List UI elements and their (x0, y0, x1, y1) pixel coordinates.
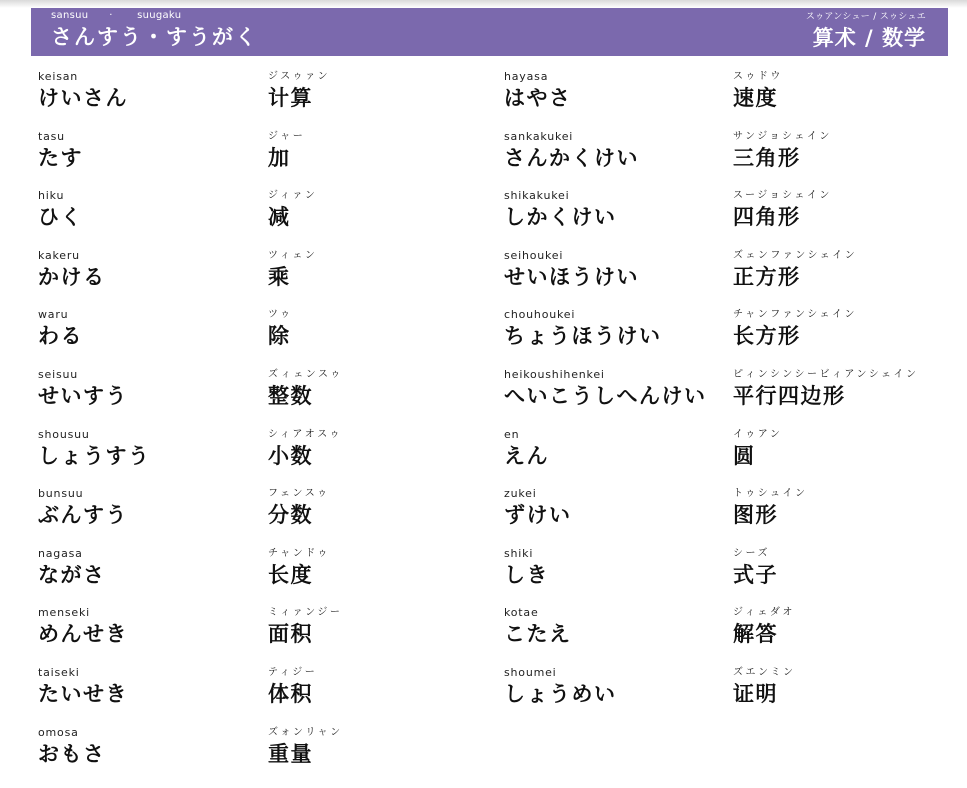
katakana-reading: チャンドゥ (268, 547, 330, 559)
vocab-jp-cell (38, 70, 268, 130)
vocab-jp-cell (504, 428, 733, 488)
romaji-reading: en (504, 427, 520, 441)
japanese-word: こたえ (504, 622, 572, 647)
vocab-jp-cell (38, 308, 268, 368)
vocab-zh-cell (268, 189, 504, 249)
chinese-word: 小数 (268, 443, 313, 468)
vocab-zh-cell (268, 70, 504, 130)
japanese-word: ずけい (504, 503, 572, 528)
katakana-reading: ズォンリャン (268, 726, 343, 738)
romaji-reading: shousuu (38, 427, 90, 441)
vocab-jp-cell (504, 547, 733, 607)
romaji-reading: seisuu (38, 367, 79, 381)
chinese-word: 分数 (268, 503, 313, 528)
romaji-reading: omosa (38, 725, 79, 739)
romaji-reading: seihoukei (504, 248, 564, 262)
vocab-jp-cell (504, 487, 733, 547)
chinese-word: 重量 (268, 741, 313, 766)
romaji-reading: kakeru (38, 248, 80, 262)
romaji-reading: hayasa (504, 70, 549, 83)
katakana-reading: ミィァンジー (268, 607, 343, 619)
chinese-word: 平行四边形 (733, 383, 846, 408)
chinese-word: 整数 (268, 383, 313, 408)
vocab-zh-cell (268, 547, 504, 607)
vocab-jp-cell (504, 189, 733, 249)
vocab-zh-cell (733, 189, 948, 249)
japanese-word: わる (38, 324, 83, 349)
vocab-zh-cell (268, 606, 504, 666)
header-chinese-title: 算术 / 数学 (812, 26, 926, 50)
chinese-word: 长方形 (733, 324, 801, 349)
katakana-reading: サンジョシェイン (733, 130, 832, 142)
vocab-jp-cell (504, 666, 733, 726)
vocab-jp-cell (38, 606, 268, 666)
chinese-word: 计算 (268, 86, 313, 110)
vocab-zh-cell (733, 428, 948, 488)
vocab-zh-cell (733, 368, 948, 428)
chinese-word: 乘 (268, 264, 291, 289)
romaji-reading: shikakukei (504, 189, 570, 203)
japanese-word: たす (38, 145, 83, 170)
chinese-word: 体积 (268, 681, 313, 706)
katakana-reading: ジィェダオ (733, 607, 795, 619)
katakana-reading: スージョシェイン (733, 190, 832, 202)
chinese-word: 证明 (733, 681, 778, 706)
romaji-reading: bunsuu (38, 487, 84, 501)
page-top-edge (0, 0, 967, 8)
vocab-zh-cell (733, 249, 948, 309)
chinese-word: 正方形 (733, 264, 801, 289)
japanese-word: めんせき (38, 622, 128, 647)
japanese-word: しかくけい (504, 205, 617, 230)
japanese-word: けいさん (38, 86, 128, 110)
japanese-word: へいこうしへんけい (504, 383, 707, 408)
japanese-word: しき (504, 562, 549, 587)
vocab-zh-cell (268, 308, 504, 368)
chinese-word: 除 (268, 324, 291, 349)
katakana-reading: ズェンファンシェイン (733, 249, 858, 261)
japanese-word: ながさ (38, 562, 106, 587)
vocab-zh-cell (733, 70, 948, 130)
katakana-reading: ジィァン (268, 190, 318, 202)
romaji-reading: heikoushihenkei (504, 367, 605, 381)
japanese-word: せいほうけい (504, 264, 639, 289)
vocabulary-grid (38, 70, 948, 785)
page-header-banner (31, 8, 948, 56)
vocab-zh-cell (268, 130, 504, 190)
chinese-word: 三角形 (733, 145, 801, 170)
chinese-word: 长度 (268, 562, 313, 587)
japanese-word: ぶんすう (38, 503, 128, 528)
vocab-zh-cell (733, 487, 948, 547)
japanese-word: ひく (38, 205, 83, 230)
katakana-reading: ツィェン (268, 249, 318, 261)
header-katakana-ruby: スゥアンシュー / スゥシュエ (805, 12, 926, 22)
katakana-reading: トゥシュイン (733, 488, 808, 500)
header-romaji-ruby: sansuu · suugaku (51, 10, 182, 21)
chinese-word: 速度 (733, 86, 778, 110)
romaji-reading: zukei (504, 487, 537, 501)
japanese-word: さんかくけい (504, 145, 639, 170)
vocab-jp-cell (38, 368, 268, 428)
vocab-jp-cell (504, 606, 733, 666)
vocab-zh-cell (268, 428, 504, 488)
chinese-word: 面积 (268, 622, 313, 647)
vocab-jp-cell (38, 249, 268, 309)
header-japanese-title: さんすう・すうがく (51, 25, 258, 49)
chinese-word: 图形 (733, 503, 778, 528)
chinese-word: 四角形 (733, 205, 801, 230)
vocab-jp-cell (38, 428, 268, 488)
vocab-zh-cell (733, 547, 948, 607)
katakana-reading: フェンスゥ (268, 488, 330, 500)
katakana-reading: ズエンミン (733, 666, 796, 678)
japanese-word: えん (504, 443, 549, 468)
katakana-reading: シィアオスゥ (268, 428, 343, 440)
japanese-word: たいせき (38, 681, 128, 706)
vocab-zh-cell (733, 308, 948, 368)
chinese-word: 圆 (733, 443, 756, 468)
romaji-reading: hiku (38, 189, 65, 203)
vocab-jp-cell (38, 130, 268, 190)
romaji-reading: sankakukei (504, 129, 574, 143)
vocab-jp-cell (504, 249, 733, 309)
japanese-word: しょうめい (504, 681, 617, 706)
katakana-reading: シーズ (733, 547, 770, 559)
japanese-word: せいすう (38, 383, 128, 408)
vocab-zh-cell (733, 606, 948, 666)
katakana-reading: ツゥ (268, 309, 293, 321)
katakana-reading: ズィェンスゥ (268, 368, 343, 380)
vocab-jp-cell (504, 308, 733, 368)
vocab-jp-cell (38, 726, 268, 786)
vocab-zh-cell (733, 130, 948, 190)
japanese-word: はやさ (504, 86, 572, 110)
katakana-reading: スゥドウ (733, 71, 783, 82)
vocab-jp-cell (504, 70, 733, 130)
japanese-word: おもさ (38, 741, 106, 766)
romaji-reading: shiki (504, 546, 534, 560)
vocab-jp-cell (38, 547, 268, 607)
romaji-reading: menseki (38, 606, 90, 620)
romaji-reading: shoumei (504, 665, 557, 679)
vocab-zh-cell (268, 726, 504, 786)
vocab-jp-cell (504, 130, 733, 190)
katakana-reading: ティジー (268, 666, 318, 678)
katakana-reading: チャンファンシェイン (733, 309, 858, 321)
vocab-zh-cell (733, 666, 948, 726)
chinese-word: 式子 (733, 562, 778, 587)
chinese-word: 解答 (733, 622, 778, 647)
romaji-reading: kotae (504, 606, 539, 620)
katakana-reading: ジャー (268, 130, 306, 142)
vocab-jp-cell (38, 189, 268, 249)
romaji-reading: keisan (38, 70, 79, 83)
vocab-zh-cell (268, 249, 504, 309)
vocab-zh-cell (268, 666, 504, 726)
vocab-jp-cell (504, 368, 733, 428)
romaji-reading: nagasa (38, 546, 83, 560)
katakana-reading: イゥアン (733, 428, 783, 440)
katakana-reading: ジスゥァン (268, 71, 331, 82)
romaji-reading: tasu (38, 129, 65, 143)
katakana-reading: ピィンシンシービィアンシェイン (733, 368, 919, 380)
japanese-word: かける (38, 264, 106, 289)
japanese-word: ちょうほうけい (504, 324, 662, 349)
romaji-reading: taiseki (38, 665, 80, 679)
vocab-jp-cell (38, 487, 268, 547)
romaji-reading: waru (38, 308, 69, 322)
chinese-word: 加 (268, 145, 291, 170)
vocab-jp-cell (38, 666, 268, 726)
japanese-word: しょうすう (38, 443, 151, 468)
header-chinese (806, 11, 926, 52)
vocab-zh-cell (268, 487, 504, 547)
chinese-word: 减 (268, 205, 291, 230)
vocab-zh-cell (268, 368, 504, 428)
romaji-reading: chouhoukei (504, 308, 576, 322)
header-japanese (51, 10, 258, 51)
